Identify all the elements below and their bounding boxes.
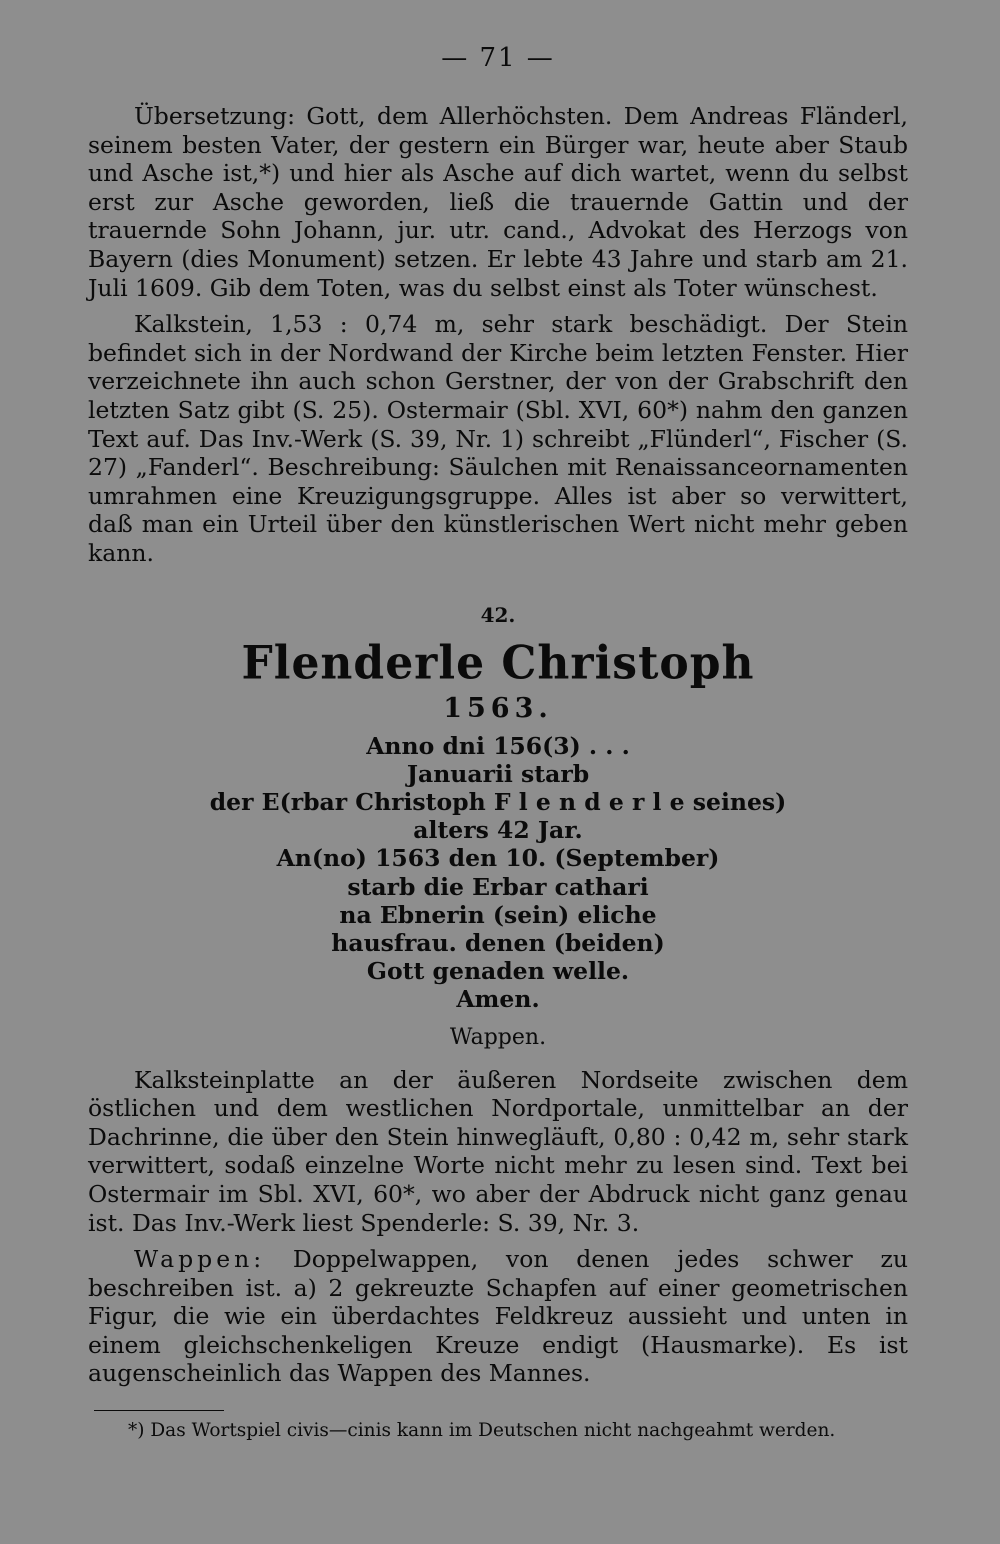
entry-year: 1563. xyxy=(443,692,553,724)
entry-heading: Flenderle Christoph xyxy=(241,636,755,690)
inscription-line: starb die Erbar cathari xyxy=(347,872,649,901)
stone-description-paragraph: Kalkstein, 1,53 : 0,74 m, sehr stark beschädigt. Der Stein befindet sich in der Nordwand der Kirche beim letzten Fenster. Hier verzeichnete ihn auch schon Gerstner, der von der Grabschrift den letzten Satz gibt (S. 25). Ostermair (Sbl. XVI, 60*) nahm den ganzen Text auf. Das Inv.-Werk (S. 39, Nr. 1) schreibt „Flünderl“, Fischer (S. 27) „Fanderl“. Beschreibung: Säulchen mit Renaissanceornamenten umrahmen eine Kreuzigungsgruppe. Alles ist aber so verwittert, daß man ein Urteil über den künstlerischen Wert nicht mehr geben kann. xyxy=(88,310,908,567)
inscription-line: Anno dni 156(3) . . . xyxy=(366,731,630,760)
inscription-line: alters 42 Jar. xyxy=(413,816,583,845)
wappen-paragraph-text: Doppelwappen, von denen jedes schwer zu beschreiben ist. a) 2 gekreuzte Schapfen auf einer geometrischen Figur, die wie ein überdachtes Feldkreuz aussieht und unten in einem gleichschenkeligen Kreuze endigt (Hausmarke). Es ist augenscheinlich das Wappen des Mannes. xyxy=(88,1245,908,1388)
wappen-label: Wappen. xyxy=(449,1024,547,1050)
inscription-line: Gott genaden welle. xyxy=(366,957,630,986)
inscription-line: hausfrau. denen (beiden) xyxy=(331,928,665,957)
inscription-line: Januarii starb xyxy=(406,759,590,788)
wappen-paragraph-label: Wappen: xyxy=(134,1245,266,1274)
inscription-line: na Ebnerin (sein) eliche xyxy=(339,900,657,929)
translation-paragraph: Übersetzung: Gott, dem Allerhöchsten. Dem Andreas Fländerl, seinem besten Vater, der gestern ein Bürger war, heute aber Staub und Asche ist,*) und hier als Asche auf dich wartet, wenn du selbst erst zur Asche geworden, ließ die trauernde Gattin und der trauernde Sohn Johann, jur. utr. cand., Advokat des Herzogs von Bayern (dies Monument) setzen. Er lebte 43 Jahre und starb am 21. Juli 1609. Gib dem Toten, was du selbst einst als Toter wünschest. xyxy=(88,102,908,302)
footnote: *) Das Wortspiel civis—cinis kann im Deutschen nicht nachgeahmt werden. xyxy=(128,1420,836,1442)
entry-number: 42. xyxy=(480,602,516,627)
page-number: — 71 — xyxy=(441,43,555,73)
inscription-line: An(no) 1563 den 10. (September) xyxy=(276,844,720,873)
inscription-line: der E(rbar Christoph F l e n d e r l e seines) xyxy=(209,787,787,816)
inscription-line: Amen. xyxy=(456,985,540,1014)
footnote-divider xyxy=(94,1410,224,1411)
inscription-block xyxy=(88,732,908,1014)
wappen-paragraph xyxy=(88,1245,908,1388)
slab-description-paragraph: Kalksteinplatte an der äußeren Nordseite zwischen dem östlichen und dem westlichen Nordportale, unmittelbar an der Dachrinne, die über den Stein hinwegläuft, 0,80 : 0,42 m, sehr stark verwittert, sodaß einzelne Worte nicht mehr zu lesen sind. Text bei Ostermair im Sbl. XVI, 60*, wo aber der Abdruck nicht ganz genau ist. Das Inv.-Werk liest Spenderle: S. 39, Nr. 3. xyxy=(88,1065,908,1237)
book-page xyxy=(88,40,908,1520)
